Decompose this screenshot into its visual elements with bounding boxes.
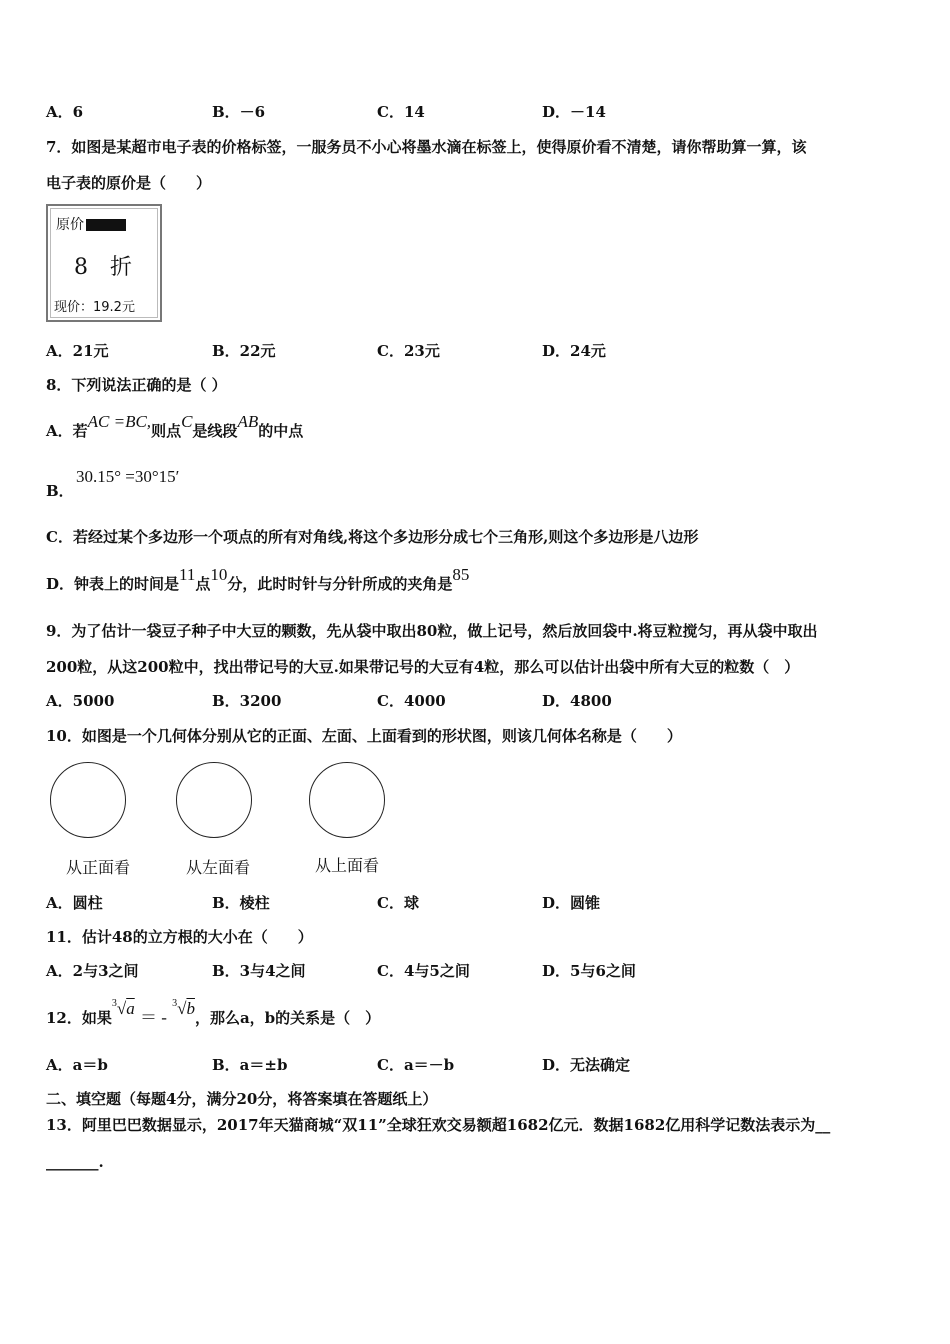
q7-stem-line1: 7．如图是某超市电子表的价格标签，一服务员不小心将墨水滴在标签上，使得原价看不清楚，请你帮助算一算，该 xyxy=(46,138,807,156)
q8-a-segment: AB xyxy=(237,412,259,431)
q9-option-c: C．4000 xyxy=(377,692,446,710)
q10-option-c: C．球 xyxy=(377,894,419,912)
q7-option-b: B．22元 xyxy=(212,342,276,360)
ink-blot-icon xyxy=(86,219,126,231)
q10-option-d: D．圆锥 xyxy=(542,894,601,912)
left-view-caption: 从左面看 xyxy=(186,858,251,877)
top-view-circle xyxy=(309,762,385,838)
radicand-a: a xyxy=(126,999,135,1018)
q10-option-b: B．棱柱 xyxy=(212,894,270,912)
q12-prefix: 12．如果 xyxy=(46,1009,112,1027)
q9-stem-line2: 200粒，从这200粒中，找出带记号的大豆.如果带记号的大豆有4粒，那么可以估计出袋中所有大豆的粒数（ ） xyxy=(46,658,800,676)
q8-a-math-equality: AC =BC, xyxy=(87,412,152,431)
q7-option-a: A．21元 xyxy=(46,342,109,360)
front-view-circle xyxy=(50,762,126,838)
cube-root-a: $^3$√a xyxy=(111,998,135,1018)
q13-stem-line1: 13．阿里巴巴数据显示，2017年天猫商城“双11”全球狂欢交易额超1682亿元．数据1682亿用科学记数法表示为__ xyxy=(46,1116,831,1134)
q8-d-angle: 85 xyxy=(452,565,470,584)
q8-option-c: C．若经过某个多边形一个项点的所有对角线,将这个多边形分成七个三角形,则这个多边形是八边形 xyxy=(46,528,699,546)
price-tag-current: 现价：19.2元 xyxy=(54,300,135,315)
price-tag-discount: 8 折 xyxy=(74,255,132,280)
q11-option-b: B．3与4之间 xyxy=(212,962,306,980)
q8-option-d xyxy=(46,565,470,594)
q10-option-a: A．圆柱 xyxy=(46,894,103,912)
q12-option-c: C．a＝－b xyxy=(377,1056,455,1074)
q7-option-c: C．23元 xyxy=(377,342,440,360)
q8-d-mid: 点 xyxy=(195,575,211,593)
q13-stem-line2: _______. xyxy=(46,1153,104,1171)
q8-d-hour: 11 xyxy=(179,565,196,584)
q8-d-minute: 10 xyxy=(210,565,228,584)
q8-option-a xyxy=(46,412,304,441)
radicand-b: b xyxy=(186,999,195,1018)
top-view-caption: 从上面看 xyxy=(315,856,380,875)
q12-option-d: D．无法确定 xyxy=(542,1056,631,1074)
price-tag-original-label: 原价 xyxy=(56,217,84,233)
front-view-caption: 从正面看 xyxy=(66,858,131,877)
price-tag-original xyxy=(56,214,126,234)
q8-a-point: C xyxy=(181,412,193,431)
q8-option-b-math: 30.15° =30°15′ xyxy=(76,467,180,486)
cube-root-b: $^3$√b xyxy=(172,998,195,1018)
q9-option-b: B．3200 xyxy=(212,692,282,710)
q11-option-d: D．5与6之间 xyxy=(542,962,636,980)
q12-suffix: ，那么a，b的关系是（ ） xyxy=(194,1009,381,1027)
q12-equals-minus: ＝ - xyxy=(139,1008,167,1027)
root-index-b: 3 xyxy=(172,998,178,1009)
q8-a-mid: 则点 xyxy=(151,422,182,440)
q9-option-a: A．5000 xyxy=(46,692,115,710)
q12-stem xyxy=(46,998,381,1031)
q8-d-prefix: D．钟表上的时间是 xyxy=(46,575,180,593)
q8-option-b-label: B． xyxy=(46,482,74,500)
q8-a-suffix: 的中点 xyxy=(258,422,304,440)
q8-a-mid2: 是线段 xyxy=(192,422,238,440)
q12-option-a: A．a＝b xyxy=(46,1056,108,1074)
left-view-circle xyxy=(176,762,252,838)
root-index-a: 3 xyxy=(111,998,117,1009)
q6-option-d: D．－14 xyxy=(542,103,606,121)
q7-stem-line2: 电子表的原价是（ ） xyxy=(46,174,212,192)
q9-stem-line1: 9．为了估计一袋豆子种子中大豆的颗数，先从袋中取出80粒，做上记号，然后放回袋中.将豆粒搅匀，再从袋中取出 xyxy=(46,622,818,640)
q6-option-c: C．14 xyxy=(377,103,425,121)
q12-option-b: B．a＝±b xyxy=(212,1056,288,1074)
q6-option-b: B．－6 xyxy=(212,103,266,121)
q11-option-a: A．2与3之间 xyxy=(46,962,139,980)
q11-option-c: C．4与5之间 xyxy=(377,962,470,980)
q9-option-d: D．4800 xyxy=(542,692,612,710)
q6-option-a: A．6 xyxy=(46,103,84,121)
q11-stem: 11．估计48的立方根的大小在（ ） xyxy=(46,928,313,946)
section-2-title: 二、填空题（每题4分，满分20分，将答案填在答题纸上） xyxy=(46,1090,438,1108)
q8-a-prefix: A．若 xyxy=(46,422,88,440)
q8-stem: 8．下列说法正确的是（ ） xyxy=(46,376,227,394)
price-tag-figure xyxy=(46,204,162,322)
q7-option-d: D．24元 xyxy=(542,342,606,360)
q8-d-mid2: 分，此时时针与分针所成的夹角是 xyxy=(227,575,453,593)
q10-stem: 10．如图是一个几何体分别从它的正面、左面、上面看到的形状图，则该几何体名称是（ ） xyxy=(46,727,682,745)
